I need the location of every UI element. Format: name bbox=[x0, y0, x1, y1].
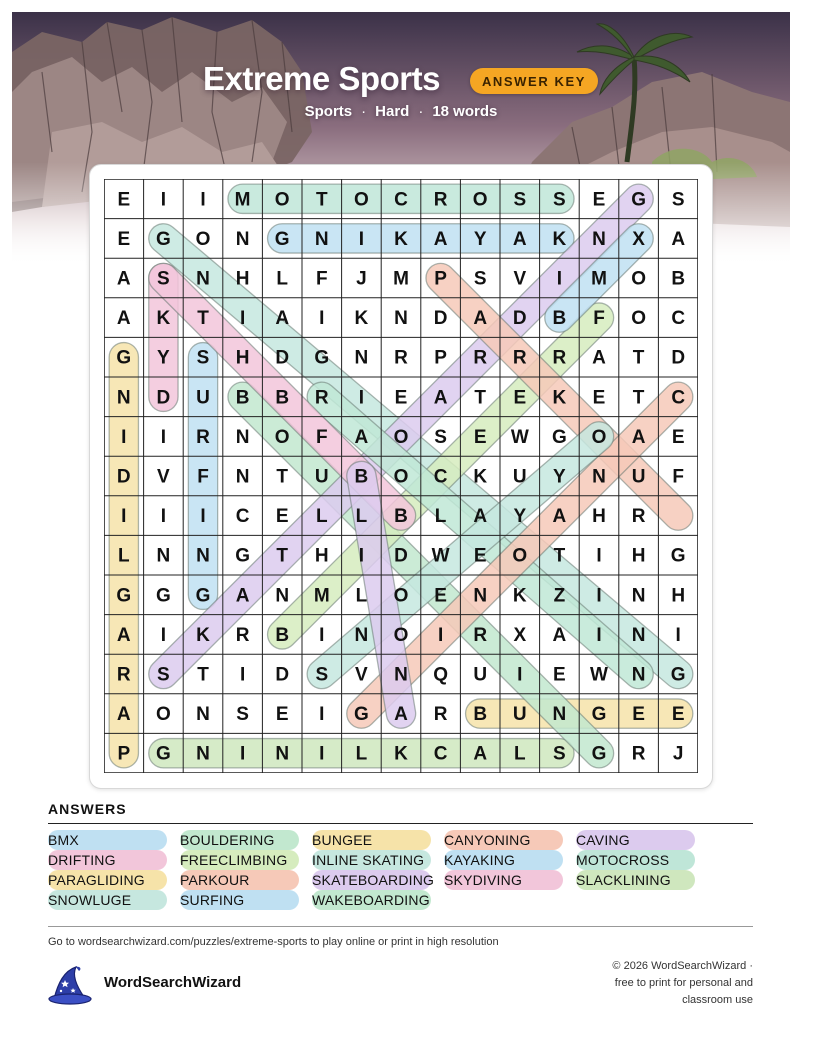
grid-letter: C bbox=[235, 506, 250, 528]
grid-letter: I bbox=[239, 308, 246, 330]
answer-word bbox=[312, 830, 431, 850]
grid-letter: N bbox=[235, 426, 250, 448]
grid-letter: A bbox=[512, 228, 527, 250]
grid-letter: N bbox=[394, 664, 408, 686]
answer-word bbox=[444, 850, 563, 870]
grid-letter: I bbox=[358, 545, 365, 567]
grid-letter: D bbox=[156, 387, 171, 409]
grid-letter: O bbox=[631, 308, 646, 330]
grid-letter: N bbox=[552, 704, 567, 726]
grid-letter: E bbox=[553, 664, 566, 686]
grid-letter: R bbox=[433, 189, 448, 211]
grid-letter: B bbox=[552, 308, 567, 330]
grid-letter: A bbox=[116, 308, 131, 330]
grid-letter: S bbox=[513, 189, 527, 211]
grid-letter: W bbox=[510, 426, 529, 448]
grid-letter: E bbox=[275, 506, 289, 528]
grid-letter: S bbox=[671, 189, 685, 211]
grid-letter: S bbox=[315, 664, 329, 686]
grid-letter: B bbox=[275, 624, 290, 646]
answer-word bbox=[576, 870, 695, 890]
answer-word-label: SLACKLINING bbox=[576, 872, 671, 888]
grid-letter: T bbox=[276, 466, 289, 488]
grid-letter: I bbox=[319, 704, 325, 726]
answer-word bbox=[576, 830, 695, 850]
grid-letter: N bbox=[354, 624, 369, 646]
grid-letter: K bbox=[512, 585, 527, 607]
grid-letter: E bbox=[513, 387, 527, 409]
grid-letter: U bbox=[473, 664, 488, 686]
grid-letter: E bbox=[117, 228, 131, 250]
grid-letter: A bbox=[275, 308, 290, 330]
grid-letter: I bbox=[200, 189, 206, 211]
grid-letter: T bbox=[632, 347, 645, 369]
separator-dot: · bbox=[361, 103, 367, 120]
answer-word-label: SKATEBOARDING bbox=[312, 872, 435, 888]
grid-letter: R bbox=[631, 743, 646, 765]
grid-letter: K bbox=[354, 308, 369, 330]
grid-letter: A bbox=[473, 308, 488, 330]
grid-letter: L bbox=[355, 506, 368, 528]
grid-letter: D bbox=[671, 347, 686, 369]
grid-letter: K bbox=[473, 466, 488, 488]
grid-letter: U bbox=[314, 466, 329, 488]
grid-letter: R bbox=[512, 347, 527, 369]
grid-letter: M bbox=[313, 585, 330, 607]
grid-letter: N bbox=[116, 387, 131, 409]
grid-letter: O bbox=[354, 189, 369, 211]
grid-letter: S bbox=[236, 704, 249, 726]
grid-letter: L bbox=[315, 506, 328, 528]
grid-letter: G bbox=[670, 545, 686, 567]
grid-letter: G bbox=[591, 704, 607, 726]
grid-letter: H bbox=[671, 585, 686, 607]
grid-letter: P bbox=[434, 347, 447, 369]
grid-letter: K bbox=[156, 308, 171, 330]
grid-letter: E bbox=[394, 387, 408, 409]
grid-letter: A bbox=[433, 387, 448, 409]
answer-word bbox=[312, 850, 431, 870]
grid-letter: Z bbox=[553, 585, 566, 607]
grid-letter: C bbox=[394, 189, 408, 211]
grid-letter: F bbox=[672, 466, 685, 488]
grid-letter: T bbox=[276, 545, 289, 567]
title-row bbox=[0, 60, 816, 104]
grid-letter: T bbox=[474, 387, 487, 409]
grid-letter: H bbox=[235, 347, 250, 369]
answer-word bbox=[312, 870, 435, 890]
grid-letter: A bbox=[631, 426, 646, 448]
grid-letter: I bbox=[160, 189, 167, 211]
answer-word-label: MOTOCROSS bbox=[576, 852, 670, 868]
grid-letter: N bbox=[196, 743, 210, 765]
grid-letter: N bbox=[275, 743, 290, 765]
grid-letter: I bbox=[358, 228, 365, 250]
grid-letter: C bbox=[671, 308, 686, 330]
grid-letter: I bbox=[596, 545, 602, 567]
copyright bbox=[583, 958, 753, 1009]
grid-letter: S bbox=[473, 268, 487, 290]
grid-letter: I bbox=[319, 624, 325, 646]
answer-word-label: CAVING bbox=[576, 832, 630, 848]
grid-letter: B bbox=[275, 387, 290, 409]
grid-letter: Y bbox=[513, 506, 527, 528]
grid-letter: V bbox=[355, 664, 368, 686]
grid-letter: J bbox=[356, 268, 367, 290]
grid-letter: S bbox=[196, 347, 210, 369]
grid-letter: I bbox=[596, 624, 602, 646]
grid-letter: H bbox=[631, 545, 646, 567]
grid-letter: O bbox=[631, 268, 646, 290]
grid-letter: N bbox=[196, 545, 210, 567]
grid-letter: E bbox=[434, 585, 447, 607]
grid-letter: N bbox=[394, 308, 408, 330]
footer-url: Go to wordsearchwizard.com/puzzles/extreme-sports to play online or print in high resolution bbox=[48, 936, 499, 948]
grid-letter: I bbox=[675, 624, 681, 646]
grid-letter: C bbox=[433, 466, 448, 488]
grid-letter: G bbox=[591, 743, 607, 765]
grid-letter: G bbox=[235, 545, 250, 567]
grid-letter: A bbox=[116, 624, 131, 646]
answer-word-label: INLINE SKATING bbox=[312, 852, 425, 868]
brand-name: WordSearchWizard bbox=[104, 974, 242, 991]
grid-letter: N bbox=[156, 545, 171, 567]
grid-letter: E bbox=[592, 387, 606, 409]
grid-letter: A bbox=[116, 268, 131, 290]
grid-letter: O bbox=[512, 545, 528, 567]
grid-letter: U bbox=[196, 387, 210, 409]
grid-letter: N bbox=[235, 466, 250, 488]
grid-letter: T bbox=[632, 387, 645, 409]
answer-key-badge: ANSWER KEY bbox=[470, 68, 598, 94]
answer-word-label: DRIFTING bbox=[48, 852, 116, 868]
grid-letter: N bbox=[196, 268, 210, 290]
grid-letter: Q bbox=[433, 664, 448, 686]
grid-letter: B bbox=[671, 268, 686, 290]
answer-word-label: FREECLIMBING bbox=[180, 852, 288, 868]
grid-letter: R bbox=[473, 347, 488, 369]
grid-letter: D bbox=[275, 347, 290, 369]
grid-letter: I bbox=[160, 506, 167, 528]
wizard-hat-icon bbox=[46, 963, 94, 1007]
grid-letter: F bbox=[593, 308, 605, 330]
grid-letter: O bbox=[393, 624, 409, 646]
separator-dot: · bbox=[418, 103, 424, 120]
grid-letter: R bbox=[196, 426, 210, 448]
difficulty-label: Hard bbox=[375, 103, 410, 120]
answer-word-label: BUNGEE bbox=[312, 832, 373, 848]
grid-letter: I bbox=[319, 308, 325, 330]
grid-letter: N bbox=[354, 347, 369, 369]
grid-letter: R bbox=[116, 664, 131, 686]
grid-letter: S bbox=[434, 426, 447, 448]
grid-letter: G bbox=[354, 704, 369, 726]
grid-letter: I bbox=[121, 506, 127, 528]
answer-word bbox=[180, 890, 299, 910]
grid-letter: N bbox=[592, 228, 606, 250]
answer-word bbox=[48, 830, 167, 850]
grid-letter: D bbox=[394, 545, 408, 567]
grid-letter: E bbox=[592, 189, 606, 211]
answer-word bbox=[312, 890, 431, 910]
grid-letter: Y bbox=[157, 347, 170, 369]
grid-letter: P bbox=[434, 268, 447, 290]
grid-letter: T bbox=[315, 189, 328, 211]
grid-letter: G bbox=[116, 347, 132, 369]
grid-letter: B bbox=[473, 704, 488, 726]
grid-letter: O bbox=[472, 189, 488, 211]
grid-letter: K bbox=[196, 624, 210, 646]
grid-letter: A bbox=[473, 743, 488, 765]
grid-letter: G bbox=[156, 585, 171, 607]
grid-letter: G bbox=[195, 585, 211, 607]
grid-letter: E bbox=[275, 704, 289, 726]
grid-letter: O bbox=[274, 189, 290, 211]
grid-letter: E bbox=[671, 426, 685, 448]
grid-letter: K bbox=[552, 228, 567, 250]
grid-letter: A bbox=[671, 228, 686, 250]
answer-word bbox=[576, 850, 695, 870]
grid-letter: S bbox=[157, 664, 170, 686]
grid-letter: F bbox=[315, 268, 328, 290]
grid-letter: E bbox=[117, 189, 131, 211]
answer-word-label: SNOWLUGE bbox=[48, 892, 132, 908]
grid-letter: G bbox=[156, 228, 171, 250]
answer-word bbox=[48, 890, 167, 910]
answer-word bbox=[180, 870, 299, 890]
grid-letter: A bbox=[433, 228, 448, 250]
answer-word-label: PARAGLIDING bbox=[48, 872, 145, 888]
grid-letter: Y bbox=[553, 466, 566, 488]
grid-letter: D bbox=[116, 466, 131, 488]
grid-letter: L bbox=[513, 743, 526, 765]
grid-letter: R bbox=[235, 624, 250, 646]
grid-letter: V bbox=[513, 268, 527, 290]
grid-letter: B bbox=[394, 506, 408, 528]
grid-letter: T bbox=[197, 308, 209, 330]
grid-letter: E bbox=[632, 704, 645, 726]
grid-letter: S bbox=[553, 743, 566, 765]
grid-letter: N bbox=[235, 228, 250, 250]
grid-letter: O bbox=[393, 466, 409, 488]
grid-letter: R bbox=[433, 704, 448, 726]
divider bbox=[48, 823, 753, 824]
grid-letter: N bbox=[631, 664, 646, 686]
grid-letter: A bbox=[354, 426, 369, 448]
grid-letter: I bbox=[160, 624, 167, 646]
grid-letter: P bbox=[117, 743, 131, 765]
answer-word-label: BOULDERING bbox=[180, 832, 275, 848]
grid-letter: O bbox=[393, 585, 409, 607]
grid-letter: G bbox=[314, 347, 330, 369]
grid-letter: K bbox=[552, 387, 567, 409]
grid-letter: C bbox=[433, 743, 448, 765]
answer-word bbox=[444, 870, 563, 890]
grid-letter: N bbox=[592, 466, 606, 488]
grid-letter: L bbox=[117, 545, 130, 567]
answer-word-label: BMX bbox=[48, 832, 79, 848]
grid-letter: I bbox=[160, 426, 167, 448]
grid-letter: G bbox=[156, 743, 171, 765]
grid-letter: F bbox=[197, 466, 209, 488]
grid-letter: K bbox=[394, 743, 408, 765]
grid-letter: G bbox=[631, 189, 646, 211]
category-label: Sports bbox=[304, 103, 353, 120]
grid-letter: W bbox=[590, 664, 608, 686]
grid-letter: W bbox=[431, 545, 450, 567]
grid-letter: L bbox=[276, 268, 289, 290]
grid-letter: A bbox=[552, 624, 567, 646]
grid-letter: H bbox=[592, 506, 606, 528]
answer-word-label: CANYONING bbox=[444, 832, 531, 848]
grid-letter: T bbox=[553, 545, 566, 567]
answer-word bbox=[180, 850, 299, 870]
grid-letter: N bbox=[473, 585, 488, 607]
word-count-label: 18 words bbox=[432, 103, 498, 120]
answer-word-label: KAYAKING bbox=[444, 852, 516, 868]
grid-letter: M bbox=[591, 268, 607, 290]
grid-letter: R bbox=[631, 506, 646, 528]
grid-letter: M bbox=[393, 268, 409, 290]
grid-letter: R bbox=[473, 624, 488, 646]
grid-letter: O bbox=[274, 426, 290, 448]
grid-letter: A bbox=[473, 506, 488, 528]
grid-letter: E bbox=[473, 426, 487, 448]
grid-letter: I bbox=[517, 664, 523, 686]
answer-word-label: SURFING bbox=[180, 892, 245, 908]
grid-letter: R bbox=[314, 387, 329, 409]
grid-letter: N bbox=[314, 228, 329, 250]
grid-letter: L bbox=[434, 506, 447, 528]
grid-letter: J bbox=[672, 743, 684, 765]
grid-letter: L bbox=[355, 743, 368, 765]
grid-letter: M bbox=[234, 189, 251, 211]
grid-letter: R bbox=[552, 347, 567, 369]
grid-letter: H bbox=[314, 545, 329, 567]
grid-letter: I bbox=[596, 585, 602, 607]
divider bbox=[48, 926, 753, 927]
grid-letter: G bbox=[116, 585, 132, 607]
grid-letter: B bbox=[354, 466, 369, 488]
grid-letter: O bbox=[195, 228, 211, 250]
grid-letter: D bbox=[275, 664, 290, 686]
grid-letter: A bbox=[235, 585, 250, 607]
answer-word-label: SKYDIVING bbox=[444, 872, 523, 888]
grid-letter: U bbox=[512, 466, 527, 488]
grid-letter: S bbox=[553, 189, 566, 211]
grid-letter: I bbox=[121, 426, 127, 448]
grid-letter: O bbox=[156, 704, 171, 726]
copyright-line: classroom use bbox=[682, 994, 753, 1006]
copyright-line: free to print for personal and bbox=[614, 977, 753, 989]
grid-letter: I bbox=[239, 743, 246, 765]
grid-letter: D bbox=[433, 308, 448, 330]
answer-word bbox=[180, 830, 299, 850]
grid-letter: L bbox=[355, 585, 368, 607]
grid-letter: K bbox=[394, 228, 408, 250]
answer-word-label: WAKEBOARDING bbox=[312, 892, 430, 908]
grid-letter: N bbox=[275, 585, 290, 607]
word-search-grid bbox=[104, 179, 698, 773]
grid-letter: F bbox=[315, 426, 328, 448]
copyright-line: © 2026 WordSearchWizard · bbox=[612, 960, 753, 972]
grid-letter: O bbox=[393, 426, 409, 448]
grid-letter: H bbox=[235, 268, 250, 290]
answer-word bbox=[48, 850, 167, 870]
grid-letter: X bbox=[632, 228, 645, 250]
grid-letter: A bbox=[552, 506, 567, 528]
grid-letter: N bbox=[631, 624, 646, 646]
grid-letter: I bbox=[437, 624, 444, 646]
grid-letter: N bbox=[631, 585, 646, 607]
grid-letter: B bbox=[235, 387, 250, 409]
grid-letter: U bbox=[512, 704, 527, 726]
grid-letter: N bbox=[196, 704, 210, 726]
grid-letter: G bbox=[670, 664, 686, 686]
grid-letter: A bbox=[394, 704, 408, 726]
grid-letter: R bbox=[394, 347, 408, 369]
grid-letter: A bbox=[592, 347, 606, 369]
grid-letter: U bbox=[631, 466, 646, 488]
grid-letter: X bbox=[513, 624, 527, 646]
page-title: Extreme Sports bbox=[203, 60, 440, 97]
grid-letter: S bbox=[157, 268, 170, 290]
grid-letter: E bbox=[473, 545, 487, 567]
grid-letter: V bbox=[157, 466, 170, 488]
grid-letter: I bbox=[319, 743, 325, 765]
puzzle-meta bbox=[0, 103, 816, 120]
grid-letter: E bbox=[671, 704, 685, 726]
grid-letter: T bbox=[197, 664, 209, 686]
grid-letter: Y bbox=[473, 228, 487, 250]
grid-letter: C bbox=[671, 387, 686, 409]
grid-letter: I bbox=[200, 506, 206, 528]
grid-letter: I bbox=[239, 664, 246, 686]
grid-letter: I bbox=[556, 268, 563, 290]
grid-letter: I bbox=[358, 387, 365, 409]
grid-letter: G bbox=[274, 228, 290, 250]
grid-letter: D bbox=[512, 308, 527, 330]
grid-letter: A bbox=[116, 704, 131, 726]
grid-letter: G bbox=[552, 426, 567, 448]
answer-word bbox=[48, 870, 167, 890]
answer-word bbox=[444, 830, 563, 850]
answer-word-label: PARKOUR bbox=[180, 872, 250, 888]
answers-heading: ANSWERS bbox=[48, 801, 127, 817]
grid-letter: O bbox=[591, 426, 607, 448]
